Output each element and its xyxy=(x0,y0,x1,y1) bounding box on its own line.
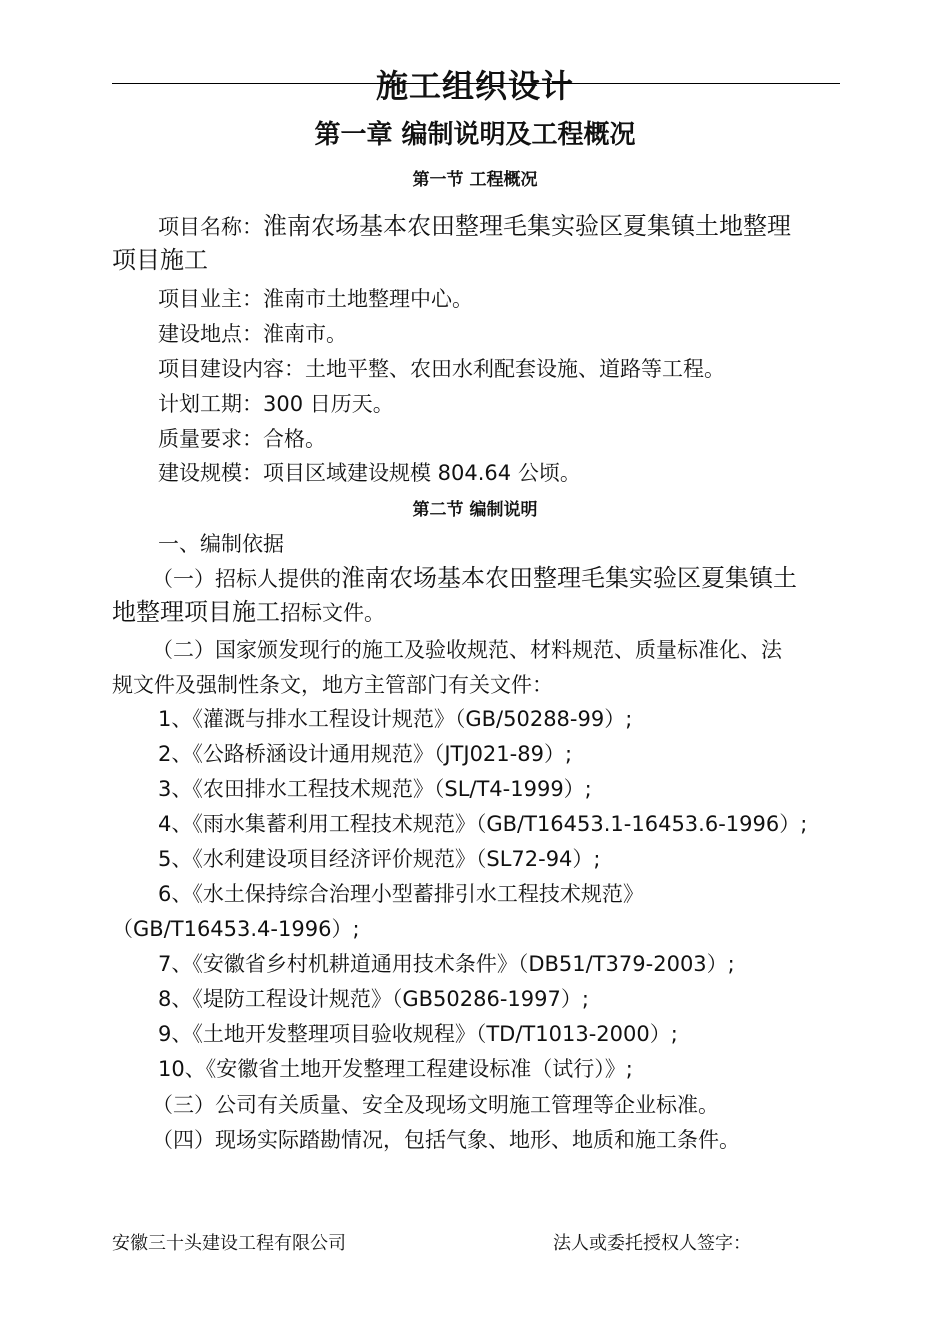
basis-heading: 一、编制依据 xyxy=(158,532,284,556)
spec-item-6-cont: （GB/T16453.4-1996）; xyxy=(112,917,360,941)
project-name-label: 项目名称： xyxy=(158,215,263,239)
section-heading-1: 第一节 工程概况 xyxy=(412,170,538,190)
spec-item-7: 7、《安徽省乡村机耕道通用技术条件》（DB51/T379-2003）; xyxy=(158,952,735,976)
spec-item-1: 1、《灌溉与排水工程设计规范》（GB/50288-99）; xyxy=(158,707,633,731)
item3-line: （三）公司有关质量、安全及现场文明施工管理等企业标准。 xyxy=(152,1093,719,1117)
item2-line1: （二）国家颁发现行的施工及验收规范、材料规范、质量标准化、法 xyxy=(152,638,782,662)
spec-item-2: 2、《公路桥涵设计通用规范》（JTJ021-89）; xyxy=(158,742,573,766)
location-line: 建设地点：淮南市。 xyxy=(158,322,347,346)
project-name-value: 淮南农场基本农田整理毛集实验区夏集镇土地整理 xyxy=(263,212,791,240)
item1-name-cont: 地整理项目施工 xyxy=(112,598,280,626)
scale-line: 建设规模：项目区域建设规模 804.64 公顷。 xyxy=(158,461,581,485)
item1-prefix: （一）招标人提供的 xyxy=(152,567,341,591)
project-name-cont: 项目施工 xyxy=(112,246,208,274)
item4-line: （四）现场实际踏勘情况，包括气象、地形、地质和施工条件。 xyxy=(152,1128,740,1152)
spec-item-5: 5、《水利建设项目经济评价规范》（SL72-94）; xyxy=(158,847,601,871)
document-title: 施工组织设计 xyxy=(375,67,574,105)
item1-suffix: 招标文件。 xyxy=(280,601,385,625)
spec-item-9: 9、《土地开发整理项目验收规程》（TD/T1013-2000）; xyxy=(158,1022,678,1046)
quality-line: 质量要求：合格。 xyxy=(158,427,326,451)
project-name-line xyxy=(112,209,888,245)
period-line: 计划工期：300 日历天。 xyxy=(158,392,394,416)
content-line: 项目建设内容：土地平整、农田水利配套设施、道路等工程。 xyxy=(158,357,725,381)
item1-line xyxy=(112,561,882,597)
item1-name: 淮南农场基本农田整理毛集实验区夏集镇土 xyxy=(341,564,797,592)
spec-item-3: 3、《农田排水工程技术规范》（SL/T4-1999）; xyxy=(158,777,592,801)
chapter-heading: 第一章 编制说明及工程概况 xyxy=(314,120,636,150)
spec-item-4: 4、《雨水集蓄利用工程技术规范》（GB/T16453.1-16453.6-1996）; xyxy=(158,812,808,836)
spec-item-8: 8、《堤防工程设计规范》（GB50286-1997）; xyxy=(158,987,589,1011)
owner-line: 项目业主：淮南市土地整理中心。 xyxy=(158,287,473,311)
item1-cont-line xyxy=(112,595,842,631)
item2-line2: 规文件及强制性条文，地方主管部门有关文件： xyxy=(112,673,553,697)
section-heading-2: 第二节 编制说明 xyxy=(412,500,538,520)
footer-company: 安徽三十头建设工程有限公司 xyxy=(112,1233,346,1254)
footer-signature: 法人或委托授权人签字： xyxy=(553,1233,751,1254)
spec-item-10: 10、《安徽省土地开发整理工程建设标准（试行）》; xyxy=(158,1057,633,1081)
spec-item-6: 6、《水土保持综合治理小型蓄排引水工程技术规范》 xyxy=(158,882,644,906)
